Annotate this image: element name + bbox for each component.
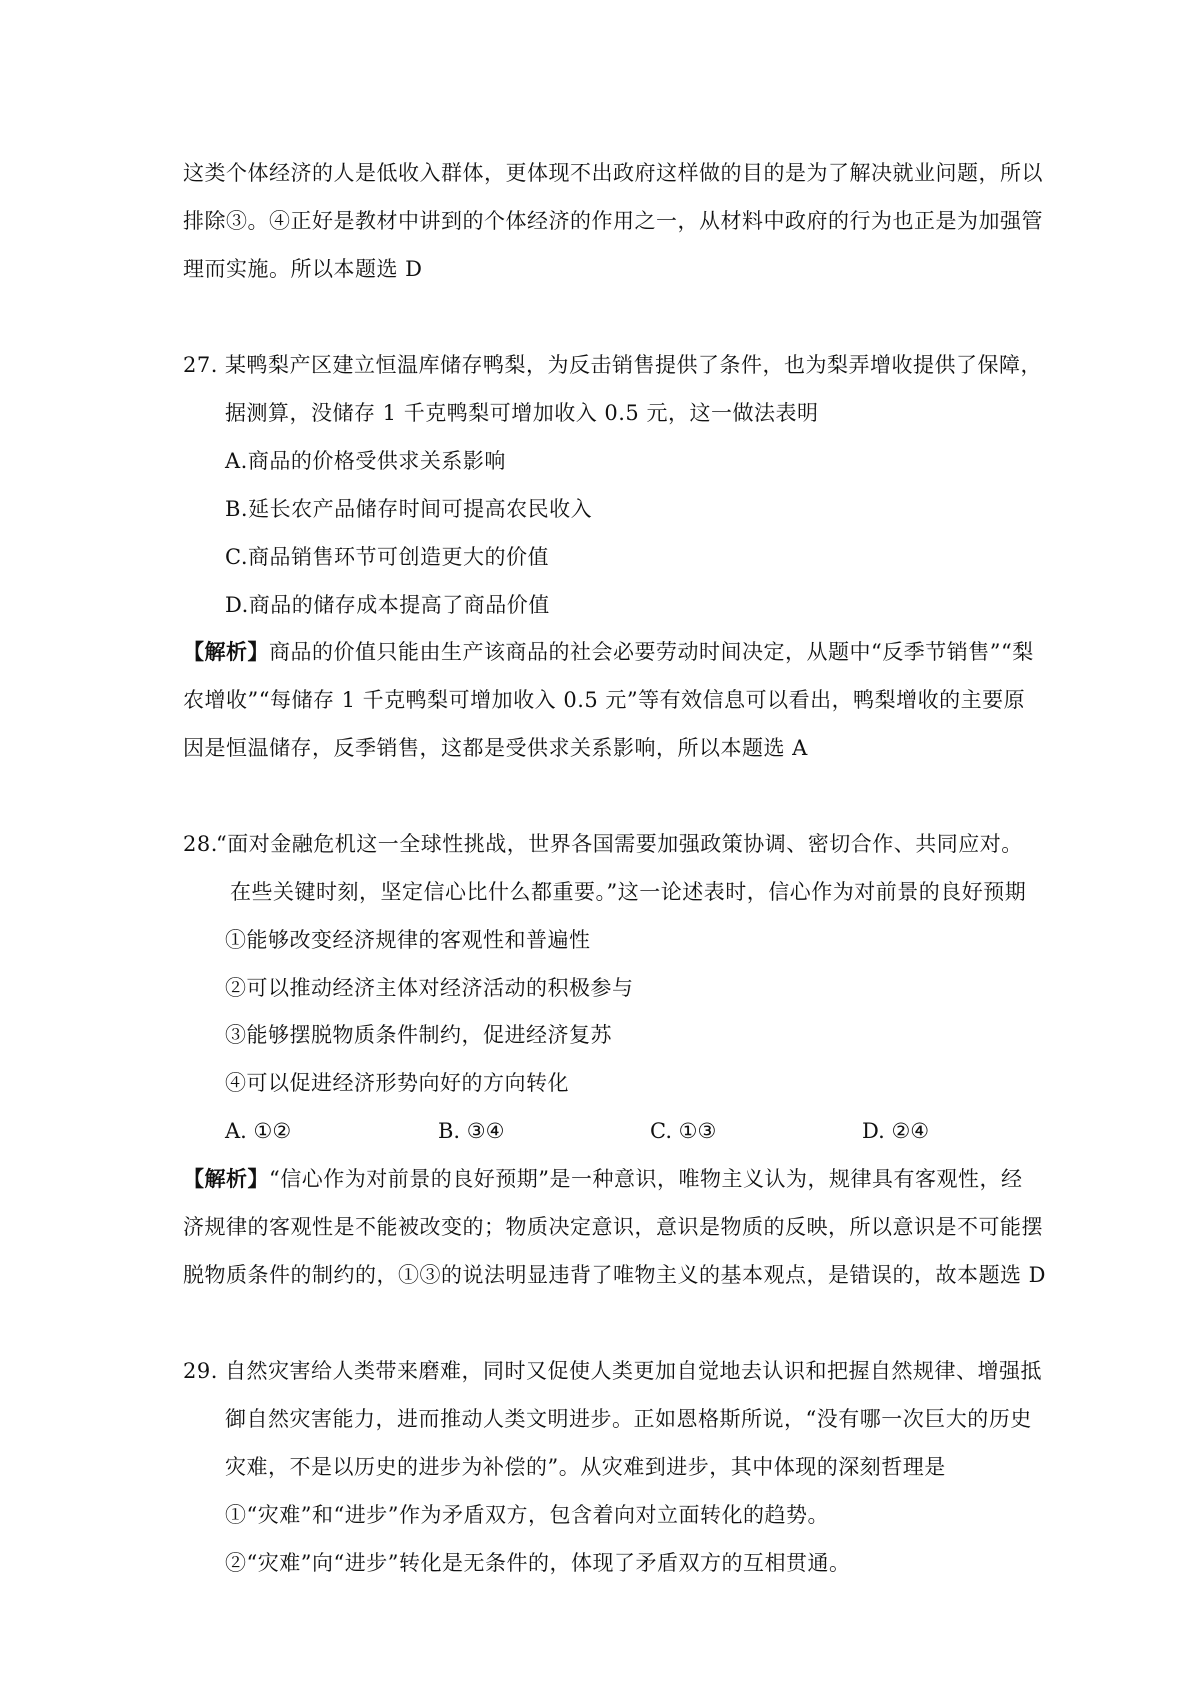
- q28-stem-line-1: “面对金融危机这一全球性挑战，世界各国需要加强政策协调、密切合作、共同应对。: [216, 832, 1023, 856]
- q28-analysis-tag: 【解析】: [183, 1166, 269, 1191]
- q27-analysis-tag: 【解析】: [183, 639, 269, 664]
- q27-analysis-line-2: 农增收”“每储存 1 千克鸭梨可增加收入 0.5 元”等有效信息可以看出，鸭梨增收的主要原: [183, 688, 1026, 712]
- q27-option-c: C.商品销售环节可创造更大的价值: [225, 545, 549, 569]
- q28-statement-4: ④可以促进经济形势向好的方向转化: [225, 1071, 569, 1095]
- q27-stem-line-2: 据测算，没储存 1 千克鸭梨可增加收入 0.5 元，这一做法表明: [225, 401, 819, 425]
- q28-analysis-line-1: [183, 1164, 1022, 1194]
- q28-choice-c: C. ①③: [650, 1119, 717, 1143]
- q27-analysis-text-1: 商品的价值只能由生产该商品的社会必要劳动时间决定，从题中“反季节销售”“梨: [269, 640, 1034, 664]
- q27-option-b: B.延长农产品储存时间可提高农民收入: [225, 497, 593, 521]
- carryover-line-1: 这类个体经济的人是低收入群体，更体现不出政府这样做的目的是为了解决就业问题，所以: [183, 161, 1043, 185]
- q29-stem-line-2: 御自然灾害能力，进而推动人类文明进步。正如恩格斯所说，“没有哪一次巨大的历史: [225, 1407, 1032, 1431]
- q28-analysis-line-3: 脱物质条件的制约的，①③的说法明显违背了唯物主义的基本观点，是错误的，故本题选 D: [183, 1263, 1047, 1287]
- q29-statement-2: ②“灾难”向“进步”转化是无条件的，体现了矛盾双方的互相贯通。: [225, 1551, 851, 1575]
- q29-stem-line-1: 自然灾害给人类带来磨难，同时又促使人类更加自觉地去认识和把握自然规律、增强抵: [225, 1359, 1042, 1383]
- q27-option-a: A.商品的价格受供求关系影响: [225, 449, 506, 473]
- q29-statement-1: ①“灾难”和“进步”作为矛盾双方，包含着向对立面转化的趋势。: [225, 1503, 829, 1527]
- q28-statement-1: ①能够改变经济规律的客观性和普遍性: [225, 928, 591, 952]
- q27-option-d: D.商品的储存成本提高了商品价值: [225, 593, 550, 617]
- q28-choice-d: D. ②④: [862, 1119, 930, 1143]
- q28-choice-a: A. ①②: [225, 1119, 292, 1143]
- q28-choice-b: B. ③④: [438, 1119, 505, 1143]
- q28-stem-line-2: 在些关键时刻，坚定信心比什么都重要。”这一论述表时，信心作为对前景的良好预期: [230, 880, 1027, 904]
- q29-number: 29.: [183, 1359, 218, 1383]
- q28-statement-2: ②可以推动经济主体对经济活动的积极参与: [225, 976, 634, 1000]
- q28-analysis-line-2: 济规律的客观性是不能被改变的；物质决定意识，意识是物质的反映，所以意识是不可能摆: [183, 1215, 1043, 1239]
- carryover-line-2: 排除③。④正好是教材中讲到的个体经济的作用之一，从材料中政府的行为也正是为加强管: [183, 209, 1043, 233]
- q28-number: 28.: [183, 832, 218, 856]
- q28-analysis-text-1: “信心作为对前景的良好预期”是一种意识，唯物主义认为，规律具有客观性，经: [269, 1167, 1023, 1191]
- q27-number: 27.: [183, 353, 218, 377]
- q29-stem-line-3: 灾难，不是以历史的进步为补偿的”。从灾难到进步，其中体现的深刻哲理是: [225, 1455, 946, 1479]
- q27-stem-line-1: 某鸭梨产区建立恒温库储存鸭梨，为反击销售提供了条件，也为梨弄增收提供了保障，: [225, 353, 1042, 377]
- q27-analysis-line-3: 因是恒温储存，反季销售，这都是受供求关系影响，所以本题选 A: [183, 736, 808, 760]
- q27-analysis-line-1: [183, 637, 1034, 667]
- carryover-line-3: 理而实施。所以本题选 D: [183, 257, 423, 281]
- q28-statement-3: ③能够摆脱物质条件制约，促进经济复苏: [225, 1023, 612, 1047]
